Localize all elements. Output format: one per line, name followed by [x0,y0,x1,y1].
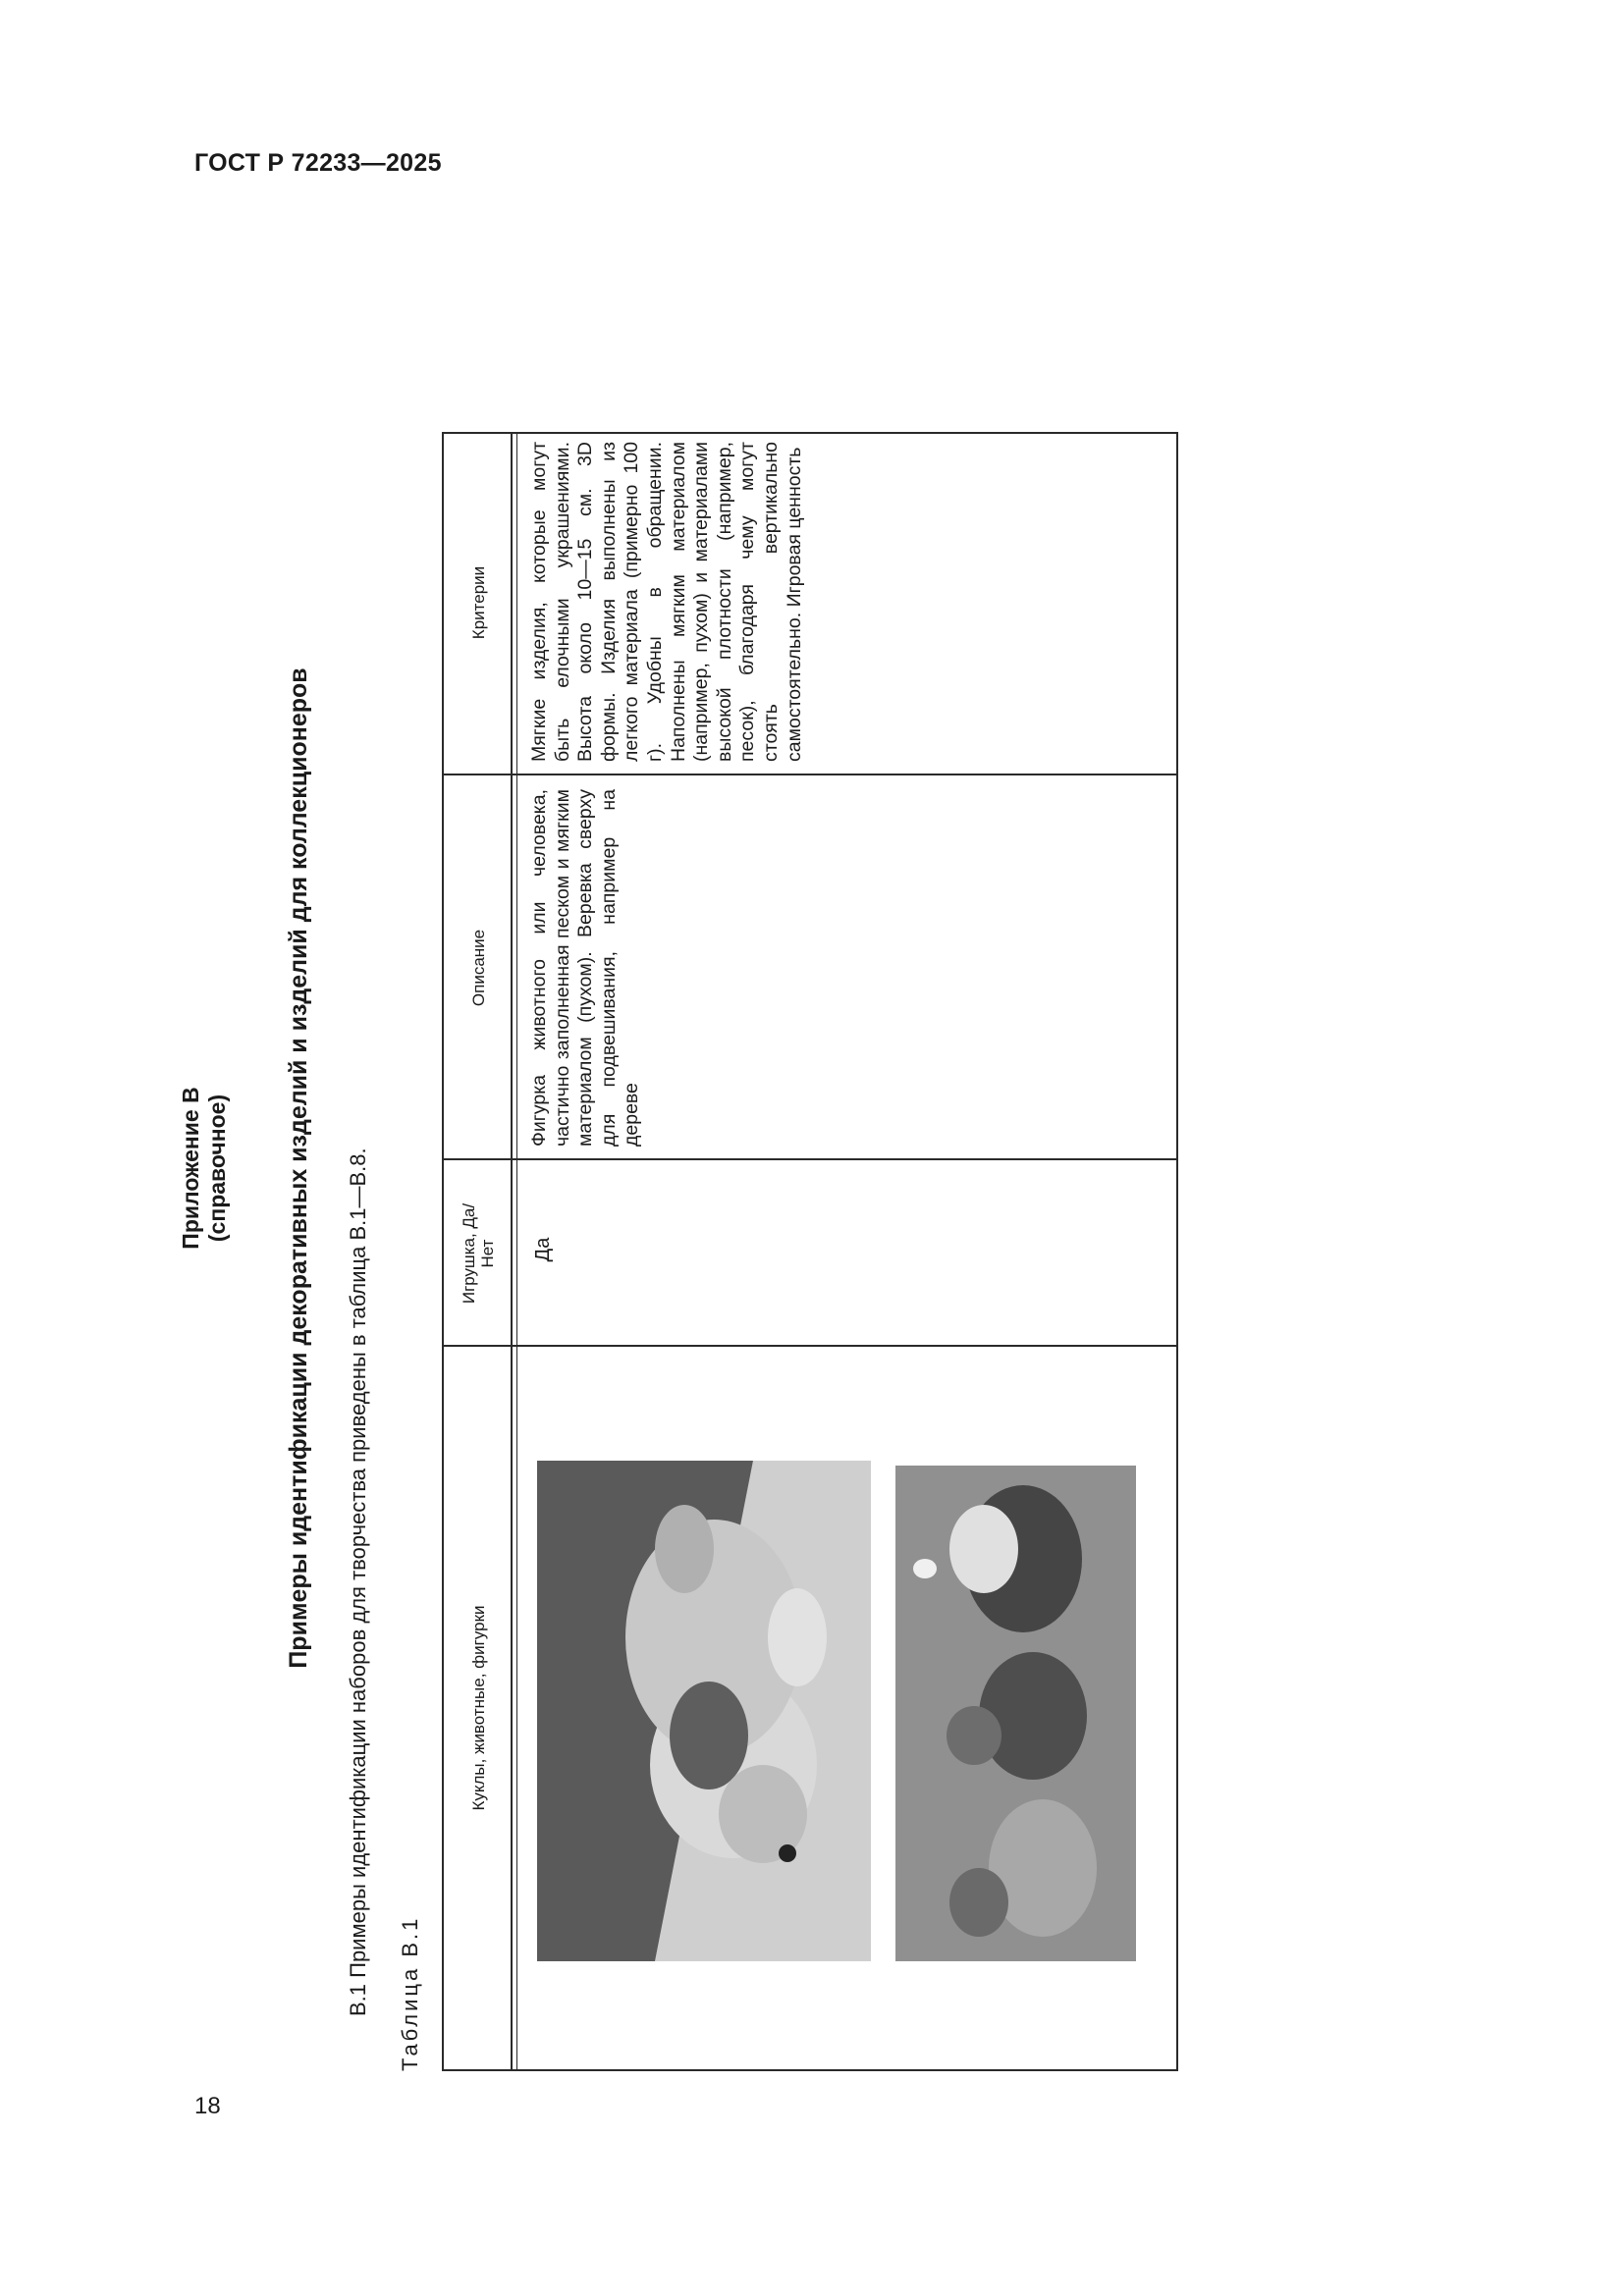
column-divider [444,774,1176,775]
appendix-title: Примеры идентификации декоративных изделий и изделий для коллекционеров [285,667,312,1669]
appendix-label: Приложение В [178,1087,203,1250]
intro-paragraph: В.1 Примеры идентификации наборов для творчества приведены в таблица В.1—В.8. [346,1148,370,2016]
column-header-toy: Игрушка, Да/Нет [460,1202,497,1305]
rotated-page-content [177,265,1159,2071]
identification-table [442,432,1178,2071]
description-text: Фигурка животного или человека, частично заполненная песком и мягким материалом (пухом). Веревка сверху для подвешивания, например на дереве [528,789,643,1147]
plush-dog-photo [537,1461,871,1961]
header-double-line [516,434,517,2069]
criteria-text: Мягкие изделия, которые могут быть елочными украшениями. Высота около 10—15 см. 3D формы. Изделия выполнены из легкого материала (примерно 100 г). Удобны в обращении. Наполнены мягким материалом (например, пухом) и материалами высокой плотности (например, песок), благодаря чему могут стоять вертикально самостоятельно. Игровая ценность [528,442,805,762]
table-caption: Таблица В.1 [398,1915,422,2071]
column-header-dolls: Куклы, животные, фигурки [468,1605,488,1811]
document-standard-number: ГОСТ Р 72233—2025 [194,149,442,177]
toy-yes-no-value: Да [532,1237,554,1262]
plush-figurines-photo [895,1466,1136,1961]
column-divider [444,1345,1176,1347]
column-header-description: Описание [468,929,488,1007]
page-number: 18 [194,2093,221,2119]
column-header-criteria: Критерии [468,565,488,640]
appendix-type: (справочное) [204,1094,230,1243]
